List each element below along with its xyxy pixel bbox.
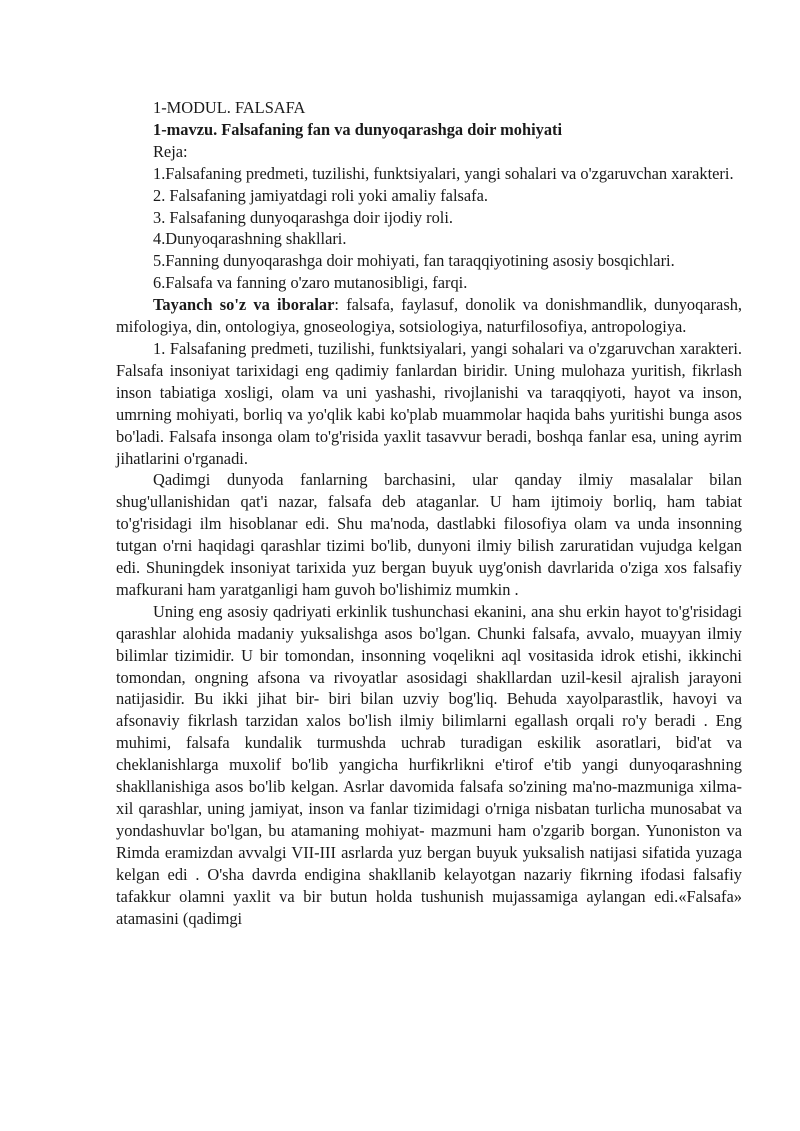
plan-label: Reja: <box>153 141 188 161</box>
keywords-label: Tayanch so'z va iboralar <box>153 295 335 315</box>
body-paragraph: Qadimgi dunyoda fanlarning barchasini, ular qanday ilmiy masalalar bilan shug'ullanishidan qat'i nazar, falsafa deb ataganlar. U ham ijtimoiy borliq, ham tabiat to'g'risidagi ilm hisoblanar edi. Shu ma'noda, dastlabki filosofiya olam va unda insonning tutgan o'rni haqidagi qarashlar tizimi bo'lib, dunyoni ilmiy bilish zaruratidan vujudga kelgan edi. Shuningdek insoniyat tarixida yuz bergan buyuk uyg'onish davrlarida o'ziga xos falsafiy mafkurani ham yaratganligi ham guvoh bo'lishimiz mumkin . <box>116 470 742 599</box>
plan-item: 3. Falsafaning dunyoqarashga doir ijodiy roli. <box>153 207 453 227</box>
document-body <box>116 97 742 929</box>
body-paragraph: 1. Falsafaning predmeti, tuzilishi, funktsiyalari, yangi sohalari va o'zgaruvchan xarakteri. Falsafa insoniyat tarixidagi eng qadimiy fanlardan biridir. Uning mulohaza yuritish, fikrlash inson tabiatiga xosligi, olam va uni yashashi, rivojlanishi va taraqqiyoti, hayot va inson, umrning mohiyati, borliq va yo'qlik kabi ko'plab muammolar haqida bahs yuritishi bunga asos bo'ladi. Falsafa insonga olam to'g'risida yaxlit tasavvur beradi, boshqa fanlar esa, uning ayrim jihatlarini o'rganadi. <box>116 338 742 468</box>
keywords-paragraph <box>116 294 742 338</box>
plan-item: 6.Falsafa va fanning o'zaro mutanosibligi, farqi. <box>153 273 468 293</box>
plan-item: 1.Falsafaning predmeti, tuzilishi, funktsiyalari, yangi sohalari va o'zgaruvchan xarakteri. <box>153 163 734 183</box>
body-paragraph: Uning eng asosiy qadriyati erkinlik tushunchasi ekanini, ana shu erkin hayot to'g'risidagi qarashlar alohida madaniy yuksalishga asos bo'lgan. Chunki falsafa, avvalo, muayyan ilmiy bilimlar tizimidir. U bir tomondan, insonning voqelikni aql vositasida idrok etishi, ikkinchi tomondan, ongning afsona va rivoyatlar asosidagi shakllardan uzil-kesil ajralish jarayoni natijasidir. Bu ikki jihat bir- biri bilan uzviy bog'liq. Behuda xayolparastlik, havoyi va afsonaviy fikrlash tarzidan xalos bo'lish ilmiy bilimlarni egallash orqali ro'y beradi . Eng muhimi, falsafa kundalik turmushda uchrab turadigan eskilik asoratlari, bid'at va cheklanishlarga muxolif bo'lib yangicha hurfikrlikni e'tirof e'tib yangi dunyoqarashning shakllanishiga asos bo'lib kelgan. Asrlar davomida falsafa so'zining ma'no-mazmuniga xilma-xil qarashlar, uning jamiyat, inson va fanlar tizimidagi o'rniga nisbatan turlicha munosabat va yondashuvlar bo'lgan, bu atamaning mohiyat- mazmuni ham o'zgarib borgan. Yunoniston va Rimda eramizdan avvalgi VII-III asrlarda yuz bergan buyuk yuksalish natijasi sifatida yuzaga kelgan edi . O'sha davrda endigina shakllanib kelayotgan nazariy fikrning ifodasi falsafiy tafakkur olamni yaxlit va bir butun holda tushunish mujassamiga aylangan edi.«Falsafa» atamasini (qadimgi <box>116 601 742 928</box>
plan-item: 4.Dunyoqarashning shakllari. <box>153 229 347 249</box>
topic-title: 1-mavzu. Falsafaning fan va dunyoqarashga doir mohiyati <box>153 119 563 139</box>
plan-item: 2. Falsafaning jamiyatdagi roli yoki amaliy falsafa. <box>153 185 488 205</box>
module-title: 1-MODUL. FALSAFA <box>153 98 306 117</box>
plan-item: 5.Fanning dunyoqarashga doir mohiyati, fan taraqqiyotining asosiy bosqichlari. <box>153 251 675 271</box>
keywords-text: : falsafa, faylasuf, donolik va donishmandlik, dunyoqarash, mifologiya, din, ontologiya, gnoseologiya, sotsiologiya, naturfilosofiya, antropologiya. <box>116 295 743 337</box>
